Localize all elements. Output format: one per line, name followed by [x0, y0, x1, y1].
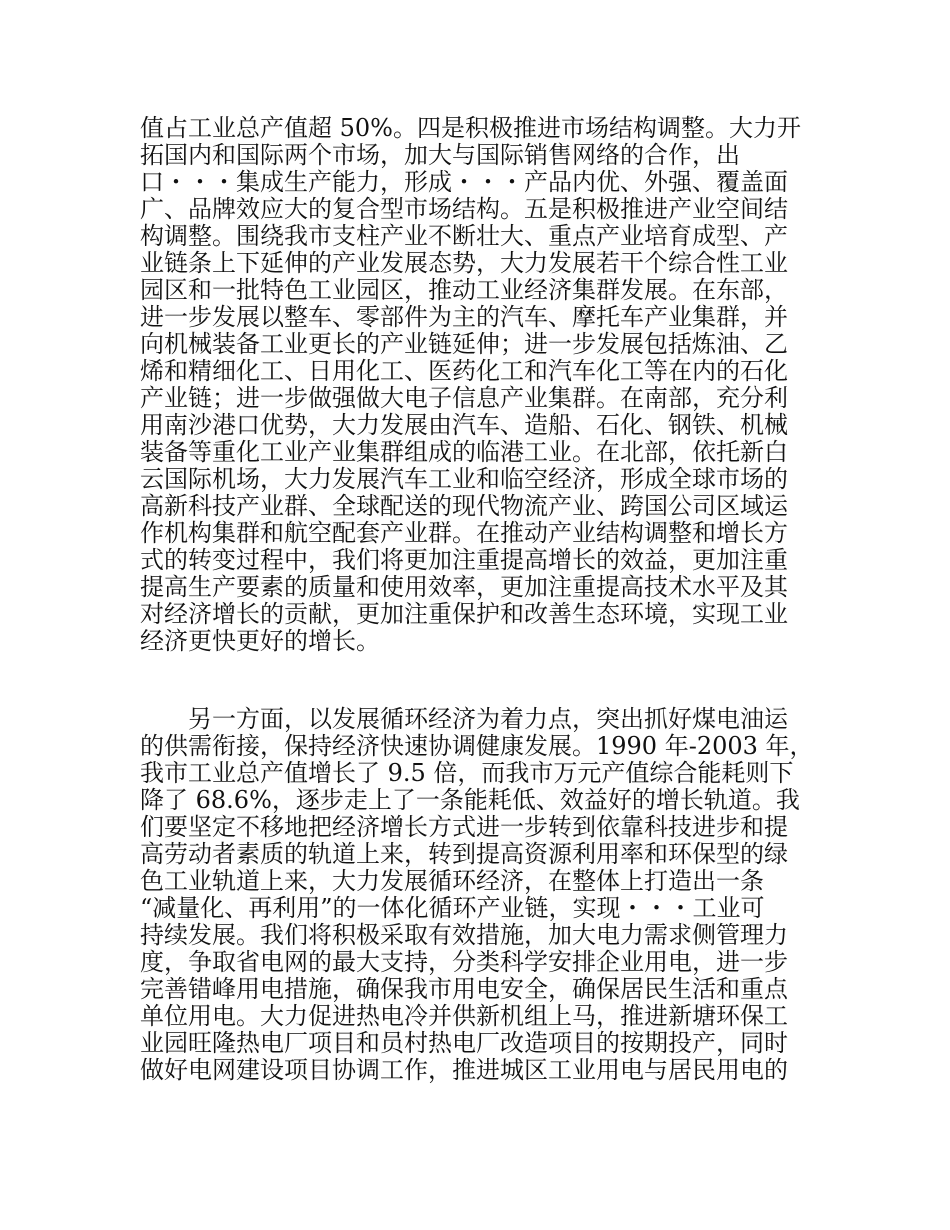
paragraph-1-line: 广、品牌效应大的复合型市场结构。五是积极推进产业空间结 [140, 195, 788, 223]
paragraph-1-line: 产业链；进一步做强做大电子信息产业集群。在南部，充分利 [140, 384, 788, 412]
paragraph-2-line: 持续发展。我们将积极采取有效措施，加大电力需求侧管理力 [140, 921, 788, 949]
paragraph-1-line: 进一步发展以整车、零部件为主的汽车、摩托车产业集群，并 [140, 303, 788, 331]
paragraph-1-line: 高新科技产业群、全球配送的现代物流产业、跨国公司区域运 [140, 492, 788, 520]
paragraph-2-line: 做好电网建设项目协调工作，推进城区工业用电与居民用电的 [140, 1056, 788, 1084]
paragraph-1-line: 装备等重化工业产业集群组成的临港工业。在北部，依托新白 [140, 438, 788, 466]
paragraph-2-line: 色工业轨道上来，大力发展循环经济，在整体上打造出一条 [140, 867, 764, 895]
paragraph-2-line: 单位用电。大力促进热电冷并供新机组上马，推进新塘环保工 [140, 1002, 788, 1030]
paragraph-2-line: 高劳动者素质的轨道上来，转到提高资源利用率和环保型的绿 [140, 840, 788, 868]
paragraph-1-line: 业链条上下延伸的产业发展态势，大力发展若干个综合性工业 [140, 249, 788, 277]
paragraph-1-line: 构调整。围绕我市支柱产业不断壮大、重点产业培育成型、产 [140, 222, 788, 250]
paragraph-1-line: 值占工业总产值超 50%。四是积极推进市场结构调整。大力开 [140, 114, 801, 142]
paragraph-1-line: 口・・・集成生产能力，形成・・・产品内优、外强、覆盖面 [140, 168, 788, 196]
paragraph-1-line: 用南沙港口优势，大力发展由汽车、造船、石化、钢铁、机械 [140, 411, 788, 439]
paragraph-2-line: 另一方面，以发展循环经济为着力点，突出抓好煤电油运 [188, 705, 788, 733]
paragraph-2-line: 完善错峰用电措施，确保我市用电安全，确保居民生活和重点 [140, 975, 788, 1003]
paragraph-1-line: 云国际机场，大力发展汽车工业和临空经济，形成全球市场的 [140, 465, 788, 493]
paragraph-1-line: 对经济增长的贡献，更加注重保护和改善生态环境，实现工业 [140, 600, 788, 628]
paragraph-1-line: 向机械装备工业更长的产业链延伸；进一步发展包括炼油、乙 [140, 330, 788, 358]
paragraph-2-line: 业园旺隆热电厂项目和员村热电厂改造项目的按期投产，同时 [140, 1029, 788, 1057]
paragraph-2-line: 我市工业总产值增长了 9.5 倍，而我市万元产值综合能耗则下 [140, 759, 794, 787]
paragraph-1-line: 提高生产要素的质量和使用效率，更加注重提高技术水平及其 [140, 573, 788, 601]
paragraph-1-line: 园区和一批特色工业园区，推动工业经济集群发展。在东部， [140, 276, 788, 304]
paragraph-1-line: 烯和精细化工、日用化工、医药化工和汽车化工等在内的石化 [140, 357, 788, 385]
paragraph-1-line: 经济更快更好的增长。 [140, 627, 380, 655]
paragraph-2-line: 的供需衔接，保持经济快速协调健康发展。1990 年-2003 年， [140, 732, 814, 760]
paragraph-1-line: 作机构集群和航空配套产业群。在推动产业结构调整和增长方 [140, 519, 788, 547]
paragraph-2-line: 降了 68.6%，逐步走上了一条能耗低、效益好的增长轨道。我 [140, 786, 800, 814]
paragraph-1 [140, 115, 820, 655]
paragraph-2 [140, 706, 820, 1084]
paragraph-2-line: 们要坚定不移地把经济增长方式进一步转到依靠科技进步和提 [140, 813, 788, 841]
paragraph-2-line: “减量化、再利用”的一体化循环产业链，实现・・・工业可 [140, 894, 765, 922]
paragraph-1-line: 式的转变过程中，我们将更加注重提高增长的效益，更加注重 [140, 546, 788, 574]
paragraph-2-line: 度，争取省电网的最大支持，分类科学安排企业用电，进一步 [140, 948, 788, 976]
paragraph-1-line: 拓国内和国际两个市场，加大与国际销售网络的合作，出 [140, 141, 740, 169]
